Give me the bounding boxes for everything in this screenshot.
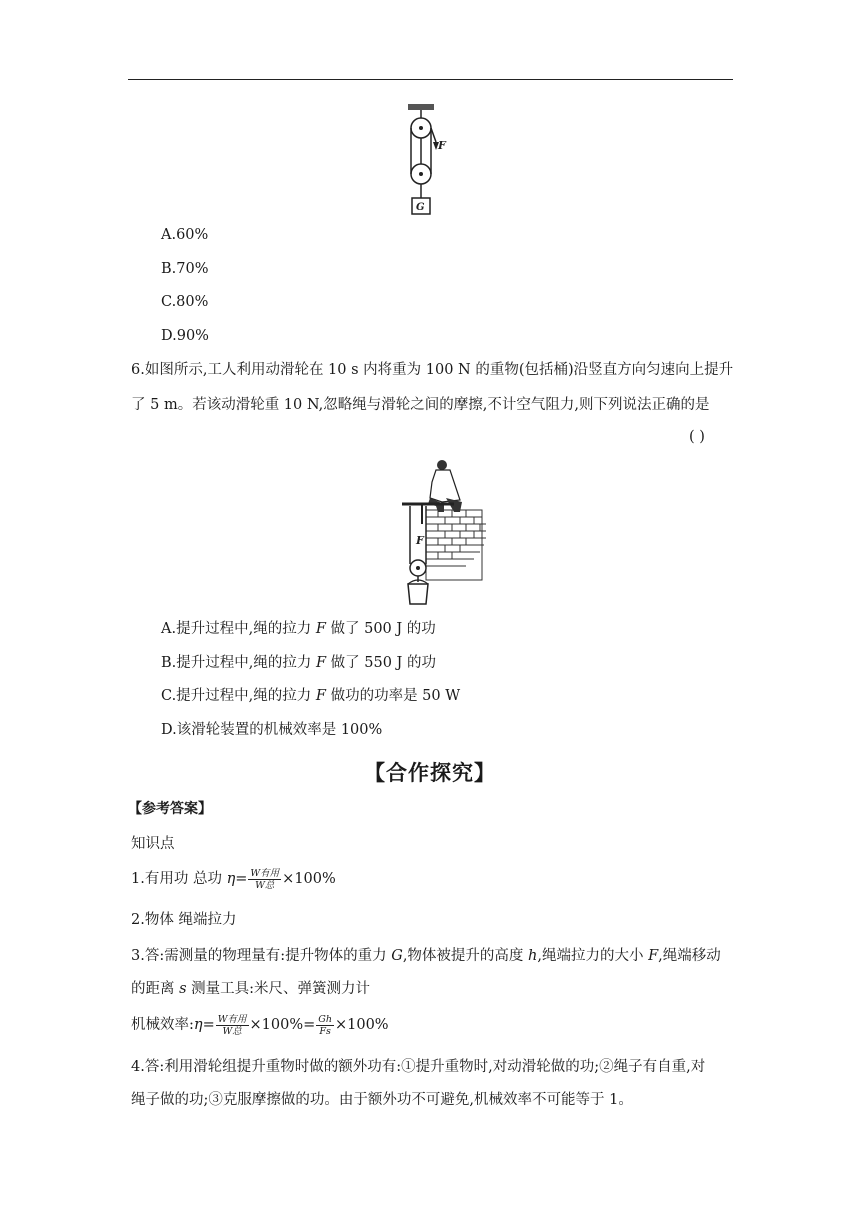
answer-3-line-2: 的距离 s 测量工具:米尺、弹簧测力计: [131, 981, 371, 997]
pulley-figure: [400, 100, 460, 218]
q5-option-a: A.60%: [161, 227, 209, 243]
answer-blank: ( ): [689, 429, 705, 445]
answer-4-line-2: 绳子做的功;③克服摩擦做的功。由于额外功不可避免,机械效率不可能等于 1。: [131, 1092, 633, 1108]
answer-4-line-1: 4.答:利用滑轮组提升重物时做的额外功有:①提升重物时,对动滑轮做的功;②绳子有自重,对: [131, 1059, 706, 1075]
section-title: 【合作探究】: [364, 760, 496, 785]
header-rule: [128, 79, 733, 80]
fraction: $\frac{\text{W有用}}{\text{W总}}$: [217, 1013, 247, 1037]
q5-option-b: B.70%: [161, 261, 209, 277]
q6-option-a: A.提升过程中,绳的拉力 F 做了 500 J 的功: [161, 621, 436, 637]
force-label: F: [438, 139, 446, 152]
answer-3-line-1: 3.答:需测量的物理量有:提升物体的重力 G,物体被提升的高度 h,绳端拉力的大小 F,绳端移动: [131, 948, 721, 964]
fraction: $\frac{\text{W有用}}{\text{W总}}$: [250, 867, 280, 891]
q6-option-b: B.提升过程中,绳的拉力 F 做了 550 J 的功: [161, 655, 436, 671]
q6-stem-line-2: 了 5 m。若该动滑轮重 10 N,忽略绳与滑轮之间的摩擦,不计空气阻力,则下列说法正确的是: [131, 397, 710, 413]
q6-option-c: C.提升过程中,绳的拉力 F 做功的功率是 50 W: [161, 688, 461, 704]
q6-force-label: F: [416, 534, 424, 547]
fraction: $\frac{Gh}{Fs}$: [318, 1013, 332, 1037]
answer-1: 1.有用功 总功 η= $\frac{\text{W有用}}{\text{W总}}$ ×100%: [131, 867, 336, 891]
answer-2: 2.物体 绳端拉力: [131, 912, 237, 928]
weight-label: G: [416, 202, 425, 213]
answers-heading: 【参考答案】: [128, 801, 212, 817]
q5-option-d: D.90%: [161, 328, 209, 344]
q6-option-d: D.该滑轮装置的机械效率是 100%: [161, 722, 383, 738]
q5-option-c: C.80%: [161, 294, 209, 310]
answer-3-line-3: 机械效率:η= $\frac{\text{W有用}}{\text{W总}}$ ×100%= $\frac{Gh}{Fs}$ ×100%: [131, 1013, 389, 1037]
q6-stem-line-1: 6.如图所示,工人利用动滑轮在 10 s 内将重为 100 N 的重物(包括桶)沿竖直方向匀速向上提升: [131, 362, 734, 378]
worker-pulley-figure: [400, 460, 490, 608]
knowledge-label: 知识点: [131, 836, 175, 852]
